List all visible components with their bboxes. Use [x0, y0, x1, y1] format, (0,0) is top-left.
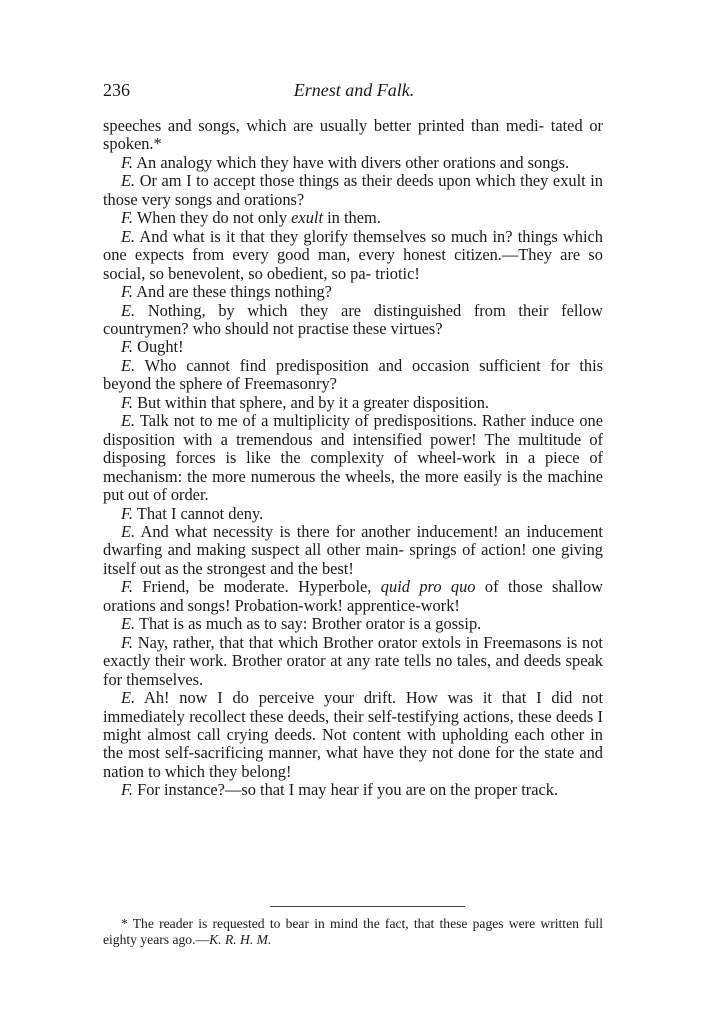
dialogue-line: [103, 412, 603, 504]
running-head: Ernest and Falk.: [293, 80, 415, 100]
emphasis-text: exult: [291, 208, 323, 228]
footnote-paragraph: [103, 916, 603, 948]
dialogue-text: That is as much as to say: Brother orator is a gossip.: [138, 614, 482, 634]
dialogue-line: [103, 634, 603, 689]
dialogue-text: And are these things nothing?: [136, 282, 332, 302]
footnote: [103, 916, 603, 948]
footnote-divider: [270, 906, 465, 907]
dialogue-line: [103, 523, 603, 578]
dialogue-line: [103, 578, 603, 615]
dialogue-line: [103, 172, 603, 209]
footnote-signature: K. R. H. M.: [209, 932, 272, 947]
speaker-label: E.: [121, 300, 136, 320]
dialogue-line: [103, 505, 603, 523]
dialogue-text: in them.: [323, 208, 381, 228]
dialogue-line: [103, 615, 603, 633]
page-header: [103, 80, 605, 102]
dialogue-text: And what is it that they glorify themselves so much in? things which one expects from every good man, every honest citizen.—They are so social, so benevolent, so obedient, so pa- triotic!: [103, 226, 603, 283]
dialogue-text: But within that sphere, and by it a greater disposition.: [137, 392, 489, 412]
speaker-label: F.: [121, 208, 133, 228]
speaker-label: E.: [121, 521, 136, 541]
dialogue-line: [103, 154, 603, 172]
dialogue-line: [103, 338, 603, 356]
dialogue-text: When they do not only: [136, 208, 292, 228]
speaker-label: F.: [121, 152, 133, 172]
speaker-label: E.: [121, 355, 136, 375]
dialogue-line: [103, 209, 603, 227]
emphasis-text: quid pro quo: [380, 577, 476, 597]
speaker-label: F.: [121, 577, 133, 597]
speaker-label: E.: [121, 411, 136, 431]
dialogue-text: of those shallow orations and songs! Probation-work! apprentice-work!: [103, 577, 603, 615]
speaker-label: E.: [121, 226, 136, 246]
footnote-text: * The reader is requested to bear in mind the fact, that these pages were written full eighty years ago.—: [103, 916, 603, 947]
dialogue-text: An analogy which they have with divers other orations and songs.: [136, 152, 570, 172]
dialogue-text: Nay, rather, that that which Brother orator extols in Freemasons is not exactly their work. Brother orator at any rate tells no tales, and deeds speak for themselves.: [103, 632, 603, 689]
dialogue-line: [103, 302, 603, 339]
dialogue-line: [103, 689, 603, 781]
dialogue-line: [103, 228, 603, 283]
speaker-label: F.: [121, 392, 133, 412]
dialogue-line: [103, 394, 603, 412]
body-text: [103, 117, 603, 800]
page-number: 236: [103, 80, 130, 100]
speaker-label: E.: [121, 688, 136, 708]
dialogue-text: That I cannot deny.: [136, 503, 264, 523]
speaker-label: F.: [121, 632, 133, 652]
dialogue-text: Ought!: [137, 337, 184, 357]
dialogue-text: For instance?—so that I may hear if you are on the proper track.: [137, 780, 559, 800]
dialogue-line: [103, 781, 603, 799]
dialogue-line: [103, 283, 603, 301]
dialogue-line: [103, 357, 603, 394]
dialogue-text: Talk not to me of a multiplicity of predispositions. Rather induce one disposition with a tremendous and intensified power! The multitude of disposing forces is like the complexity of wheel-work in a piece of mechanism: the more numerous the wheels, the more easily is the machine put out of order.: [103, 411, 603, 505]
paragraph-text: speeches and songs, which are usually better printed than medi- tated or spoken.*: [103, 116, 603, 154]
dialogue-text: Nothing, by which they are distinguished from their fellow countrymen? who should not practise these virtues?: [103, 300, 603, 338]
dialogue-text: Or am I to accept those things as their deeds upon which they exult in those very songs and orations?: [103, 171, 603, 209]
paragraph: [103, 117, 603, 154]
speaker-label: E.: [121, 171, 136, 191]
speaker-label: F.: [121, 780, 133, 800]
speaker-label: E.: [121, 614, 136, 634]
dialogue-text: Ah! now I do perceive your drift. How was it that I did not immediately recollect these deeds, their self-testifying actions, these deeds I might almost call crying deeds. Not content with upholding each other in the most self-sacrificing manner, what have they not done for the state and nation to which they belong!: [103, 688, 604, 781]
dialogue-text: Who cannot find predisposition and occasion sufficient for this beyond the sphere of Freemasonry?: [103, 355, 603, 394]
speaker-label: F.: [121, 503, 133, 523]
dialogue-text: And what necessity is there for another inducement! an inducement dwarfing and making suspect all other main- springs of action! one giving itself out as the strongest and the best!: [103, 521, 603, 578]
dialogue-text: Friend, be moderate. Hyperbole,: [142, 577, 381, 597]
speaker-label: F.: [121, 282, 133, 302]
speaker-label: F.: [121, 337, 133, 357]
